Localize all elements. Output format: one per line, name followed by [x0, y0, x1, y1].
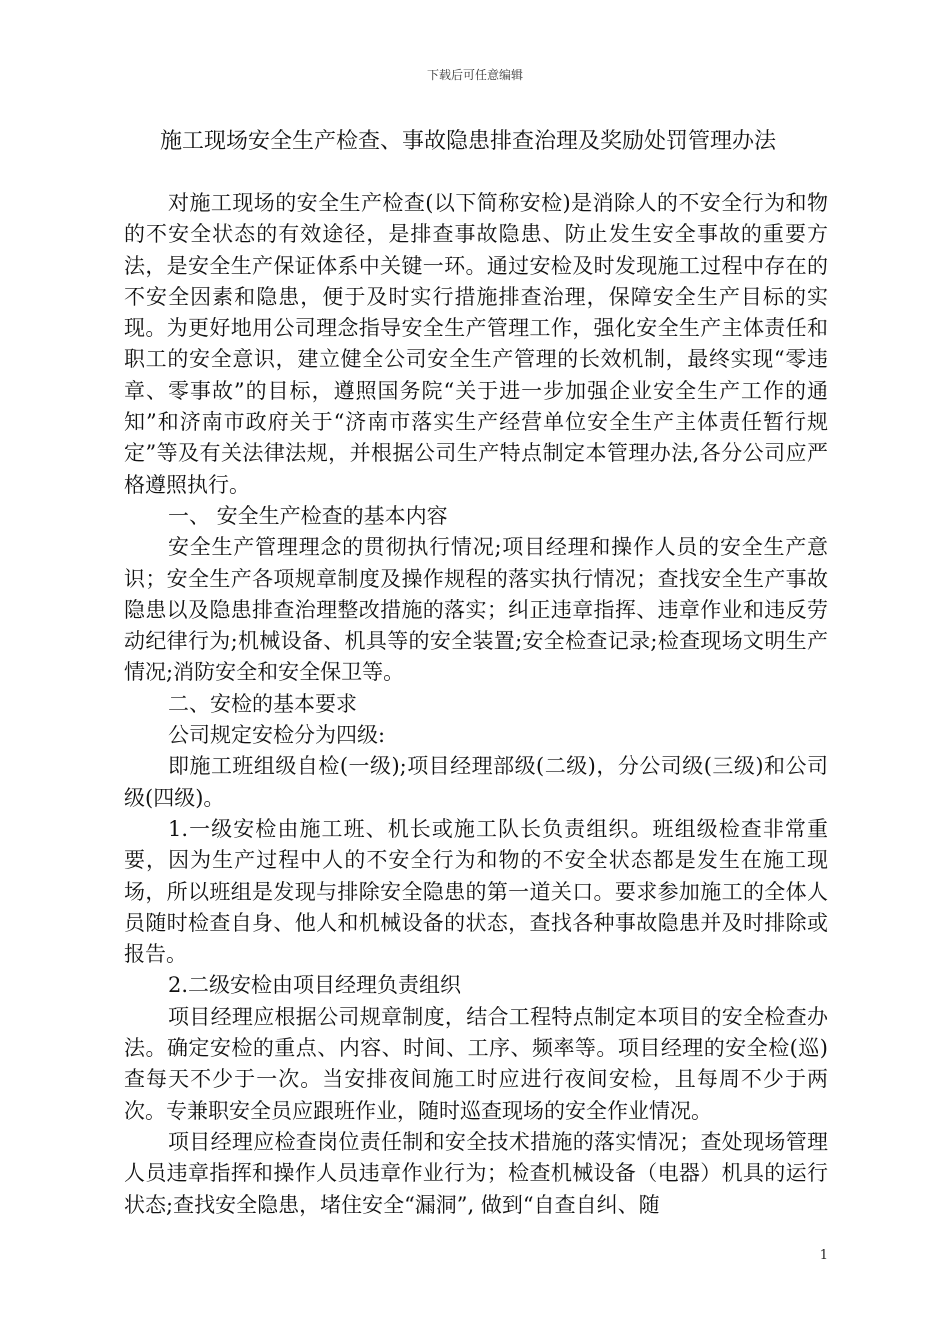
- subsection-heading: 2.二级安检由项目经理负责组织: [168, 973, 462, 998]
- body-paragraph: 1.一级安检由施工班、机长或施工队长负责组织。班组级检查非常重要，因为生产过程中人的不安全行为和物的不安全状态都是发生在施工现场，所以班组是发现与排除安全隐患的第一道关口。要求参加施工的全体人员随时检查自身、他人和机械设备的状态，查找各种事故隐患并及时排除或报告。: [124, 816, 828, 967]
- body-paragraph: 项目经理应检查岗位责任制和安全技术措施的落实情况；查处现场管理人员违章指挥和操作人员违章作业行为；检查机械设备（电器）机具的运行状态;查找安全隐患，堵住安全“漏洞”, 做到“自查自纠、随: [124, 1129, 828, 1217]
- section-heading-2: 二、安检的基本要求: [168, 691, 357, 716]
- page-number: 1: [819, 1248, 828, 1263]
- body-paragraph: 安全生产管理理念的贯彻执行情况;项目经理和操作人员的安全生产意识；安全生产各项规章制度及操作规程的落实执行情况；查找安全生产事故隐患以及隐患排查治理整改措施的落实；纠正违章指挥、违章作业和违反劳动纪律行为;机械设备、机具等的安全装置;安全检查记录;检查现场文明生产情况;消防安全和安全保卫等。: [124, 535, 828, 685]
- document-title: 施工现场安全生产检查、事故隐患排查治理及奖励处罚管理办法: [160, 129, 777, 154]
- header-note: 下载后可任意编辑: [426, 68, 523, 82]
- intro-paragraph: 对施工现场的安全生产检查(以下简称安检)是消除人的不安全行为和物的不安全状态的有效途径，是排查事故隐患、防止发生安全事故的重要方法，是安全生产保证体系中关键一环。通过安检及时发现施工过程中存在的不安全因素和隐患，便于及时实行措施排查治理，保障安全生产目标的实现。为更好地用公司理念指导安全生产管理工作，强化安全生产主体责任和职工的安全意识，建立健全公司安全生产管理的长效机制，最终实现“零违章、零事故”的目标，遵照国务院“关于进一步加强企业安全生产工作的通知”和济南市政府关于“济南市落实生产经营单位安全生产主体责任暂行规定”等及有关法律法规，并根据公司生产特点制定本管理办法,各分公司应严格遵照执行。: [124, 191, 828, 497]
- body-paragraph: 即施工班组级自检(一级);项目经理部级(二级)，分公司级(三级)和公司级(四级)。: [124, 754, 828, 810]
- body-paragraph: 项目经理应根据公司规章制度，结合工程特点制定本项目的安全检查办法。确定安检的重点、内容、时间、工序、频率等。项目经理的安全检(巡)查每天不少于一次。当安排夜间施工时应进行夜间安检，且每周不少于两次。专兼职安全员应跟班作业，随时巡查现场的安全作业情况。: [124, 1004, 828, 1123]
- document-body: [124, 188, 828, 1221]
- section-heading-1: 一、 安全生产检查的基本内容: [168, 503, 448, 528]
- body-paragraph: 公司规定安检分为四级:: [168, 723, 386, 748]
